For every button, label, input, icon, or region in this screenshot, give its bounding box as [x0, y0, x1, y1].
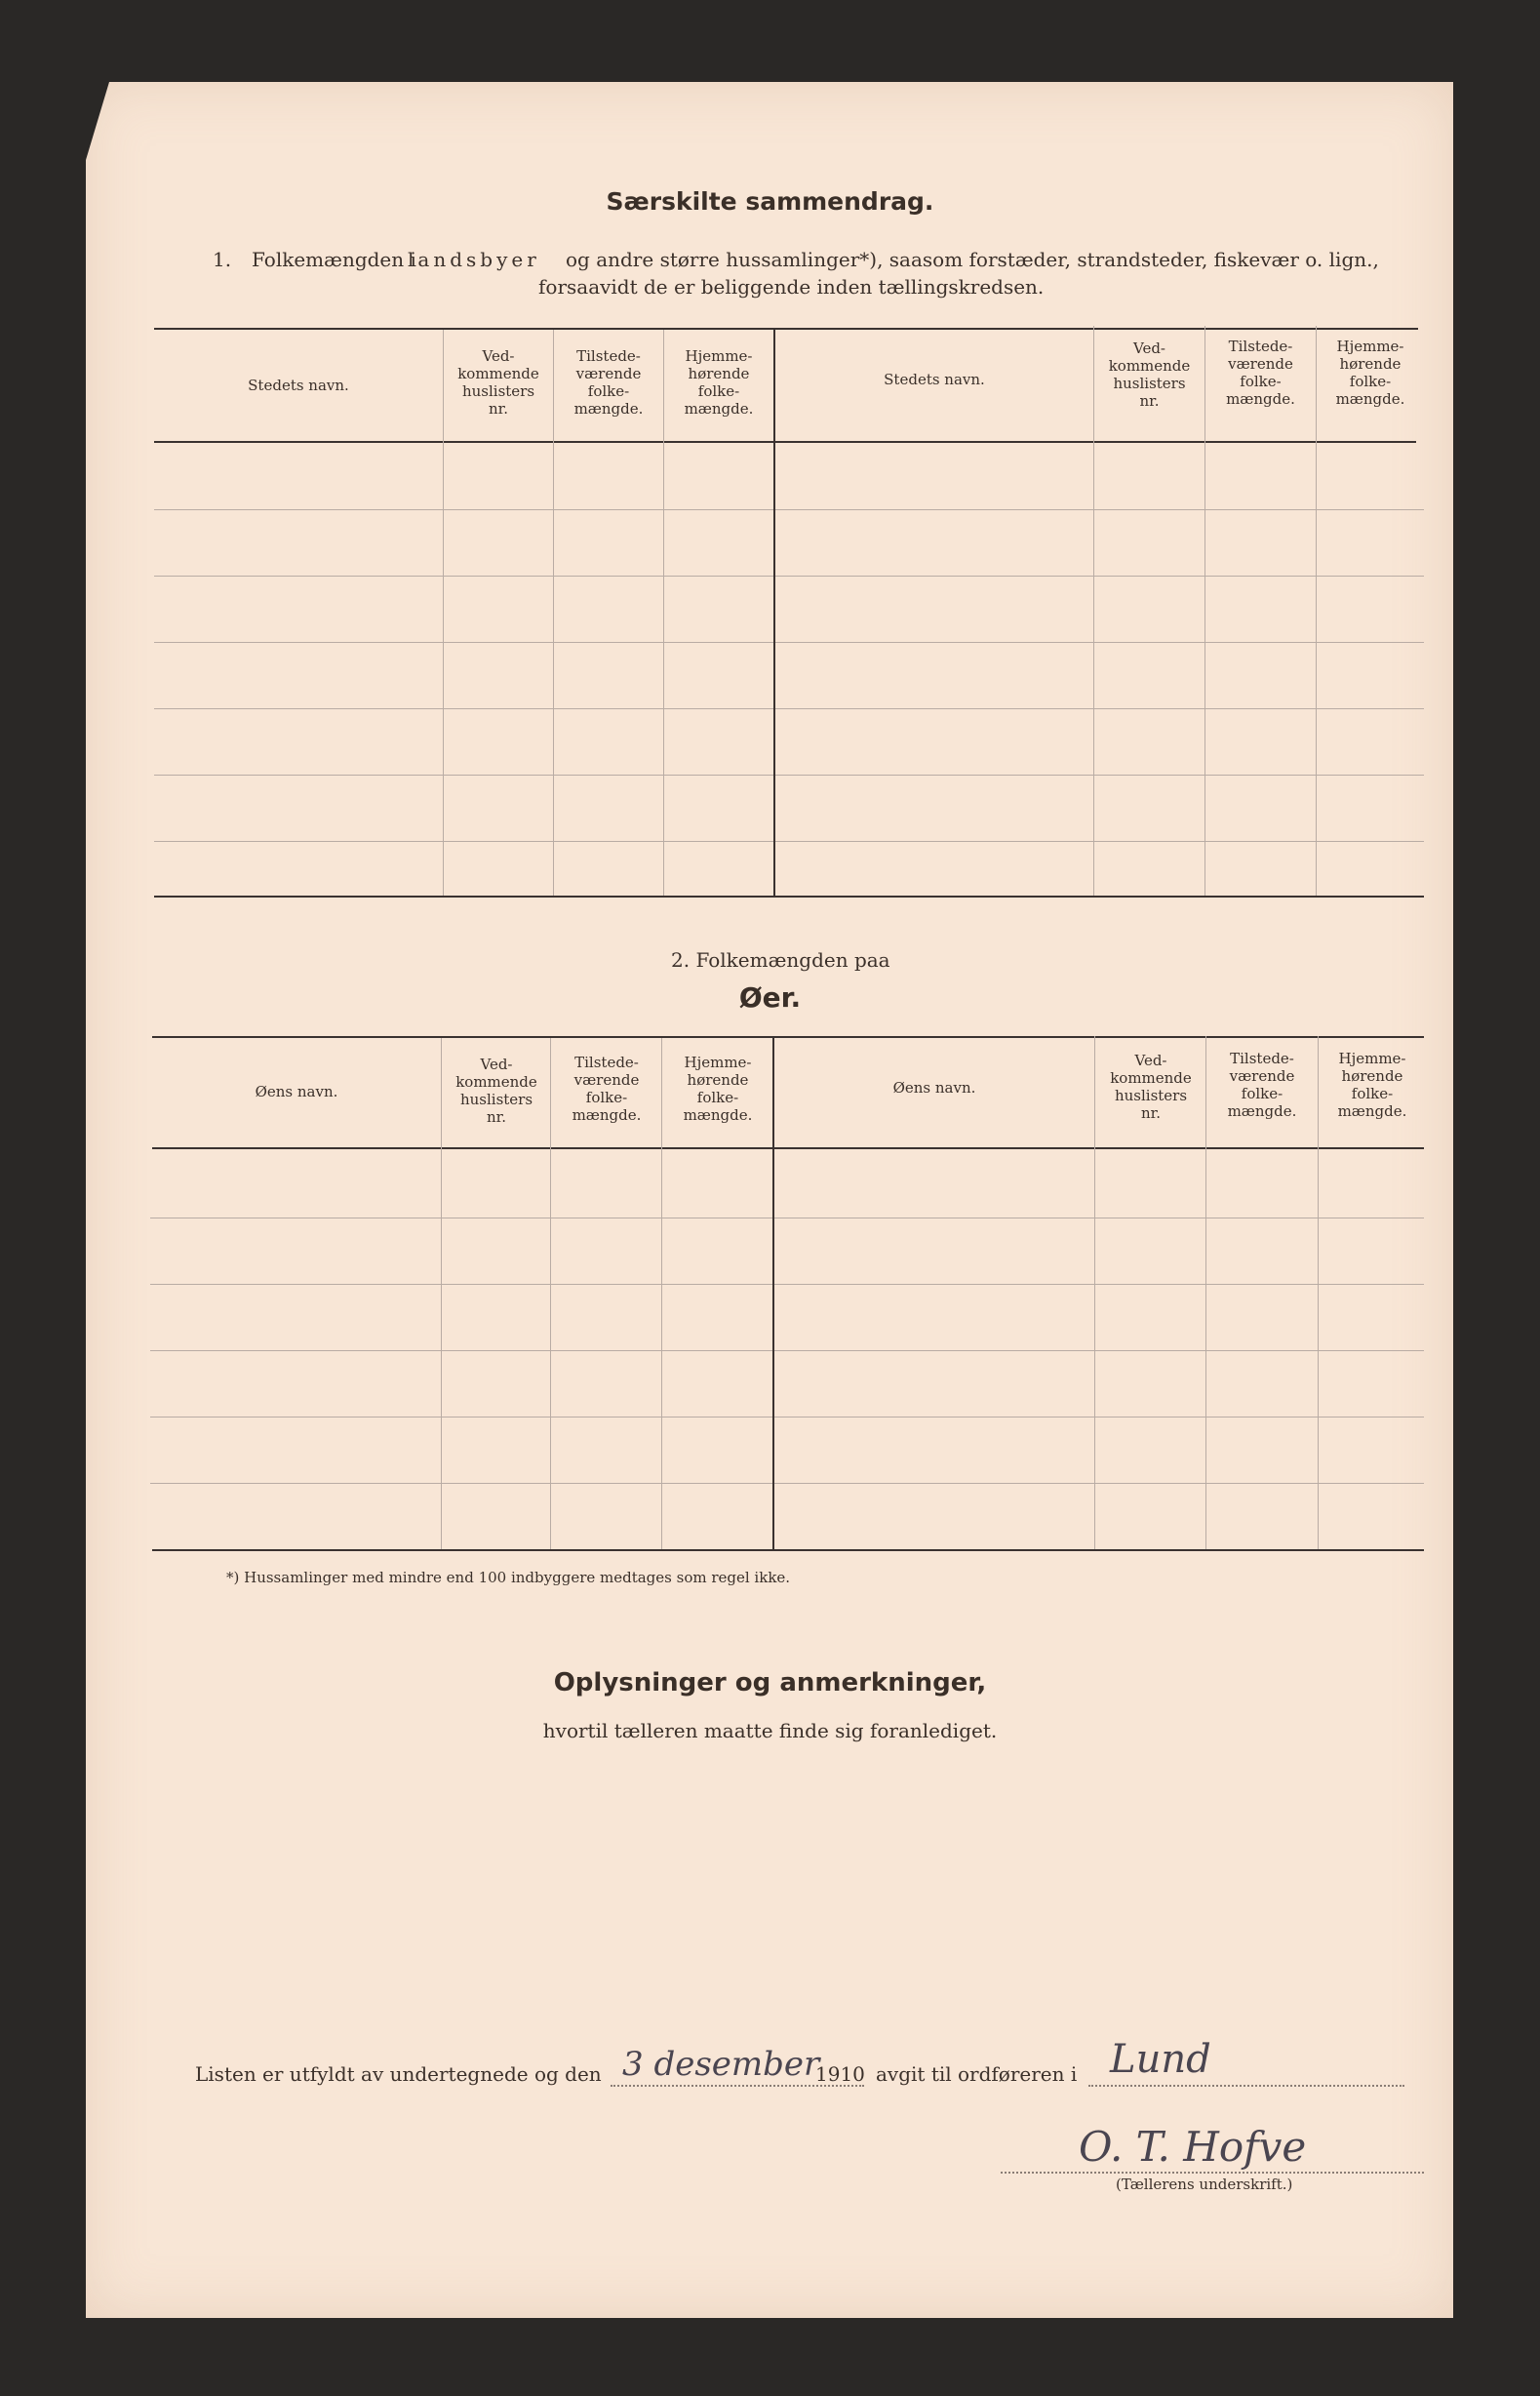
- table2-col-line: [1094, 1036, 1095, 1549]
- section1-text-b: landsbyer: [408, 248, 540, 271]
- table1-header-tilstedevaerende-right: Tilstede- værende folke- mængde.: [1226, 338, 1295, 408]
- remarks-heading: Oplysninger og anmerkninger,: [553, 1668, 987, 1697]
- handwritten-signature: O. T. Hofve: [1079, 2123, 1307, 2171]
- table1-row-line: [154, 775, 1424, 776]
- footnote: *) Hussamlinger med mindre end 100 indbyggere medtages som regel ikke.: [226, 1569, 791, 1586]
- table1-row-line: [154, 576, 1424, 577]
- signature-label: (Tællerens underskrift.): [1116, 2176, 1293, 2193]
- table1-col-line: [1204, 326, 1205, 896]
- table2-header-huslisters-left: Ved- kommende huslisters nr.: [455, 1056, 537, 1126]
- section1-text-c: og andre større hussamlinger*), saasom forstæder, strandsteder, fiskevær o. lign.,: [566, 248, 1379, 271]
- table2-header-hjemmehorende-right: Hjemme- hørende folke- mængde.: [1337, 1050, 1407, 1120]
- table2-col-line: [661, 1038, 662, 1549]
- table1-header-tilstedevaerende-left: Tilstede- værende folke- mængde.: [573, 347, 644, 418]
- table2-row-line: [150, 1483, 1424, 1484]
- table2-header-oens-navn-left: Øens navn.: [255, 1083, 338, 1100]
- table1-col-line: [553, 330, 554, 896]
- remarks-subheading: hvortil tælleren maatte finde sig foranlediget.: [542, 1719, 998, 1742]
- table2-header-tilstedevaerende-left: Tilstede- værende folke- mængde.: [572, 1054, 642, 1124]
- table1-top-rule: [154, 328, 1418, 330]
- table2-header-oens-navn-right: Øens navn.: [892, 1079, 976, 1097]
- table2-col-line: [550, 1038, 551, 1549]
- completion-text-b: avgit til ordføreren i: [876, 2062, 1078, 2086]
- table1-col-line: [1093, 326, 1094, 896]
- table1-center-divider: [773, 328, 775, 896]
- table1-col-line: [443, 330, 444, 896]
- section1-text-d: forsaavidt de er beliggende inden tællingskredsen.: [538, 275, 1045, 299]
- table1-header-stedets-navn-left: Stedets navn.: [248, 377, 349, 394]
- table1-row-line: [154, 841, 1424, 842]
- table1-header-hjemmehorende-right: Hjemme- hørende folke- mængde.: [1335, 338, 1405, 408]
- table2-center-divider: [772, 1036, 774, 1549]
- table2-header-rule: [152, 1147, 1424, 1149]
- form-title: Særskilte sammendrag.: [606, 187, 934, 216]
- table2-top-rule: [152, 1036, 1424, 1038]
- table1-col-line: [663, 330, 664, 896]
- handwritten-place: Lund: [1110, 2037, 1211, 2082]
- table1-row-line: [154, 708, 1424, 709]
- handwritten-date: 3 desember: [622, 2045, 820, 2084]
- table1-row-line: [154, 509, 1424, 510]
- table2-header-tilstedevaerende-right: Tilstede- værende folke- mængde.: [1227, 1050, 1297, 1120]
- table2-row-line: [150, 1284, 1424, 1285]
- section2-heading: Øer.: [738, 981, 802, 1014]
- table1-header-huslisters-left: Ved- kommende huslisters nr.: [457, 347, 539, 418]
- table2-row-line: [150, 1417, 1424, 1418]
- table1-header-hjemmehorende-left: Hjemme- hørende folke- mængde.: [684, 347, 754, 418]
- table1-header-huslisters-right: Ved- kommende huslisters nr.: [1108, 339, 1191, 410]
- table1-row-line: [154, 642, 1424, 643]
- table1-header-rule: [154, 441, 1416, 443]
- table1-header-stedets-navn-right: Stedets navn.: [884, 371, 985, 388]
- paper-corner: [86, 82, 109, 160]
- table1-col-line: [1316, 326, 1317, 896]
- section1-text-a: Folkemængden i: [252, 248, 416, 271]
- completion-text: Listen er utfyldt av undertegnede og den: [195, 2062, 602, 2086]
- table2-col-line: [441, 1038, 442, 1549]
- place-dotted-line: [1088, 2085, 1404, 2087]
- table2-row-line: [150, 1350, 1424, 1351]
- year: 1910: [815, 2062, 865, 2086]
- table2-bottom-rule: [152, 1549, 1424, 1551]
- table2-header-huslisters-right: Ved- kommende huslisters nr.: [1110, 1052, 1192, 1122]
- table2-col-line: [1318, 1036, 1319, 1549]
- section1-number: 1.: [213, 248, 232, 271]
- signature-dotted-line: [1001, 2172, 1424, 2174]
- section2-line: 2. Folkemængden paa: [671, 948, 890, 972]
- table1-bottom-rule: [154, 896, 1424, 898]
- table2-col-line: [1205, 1036, 1206, 1549]
- table2-header-hjemmehorende-left: Hjemme- hørende folke- mængde.: [683, 1054, 753, 1124]
